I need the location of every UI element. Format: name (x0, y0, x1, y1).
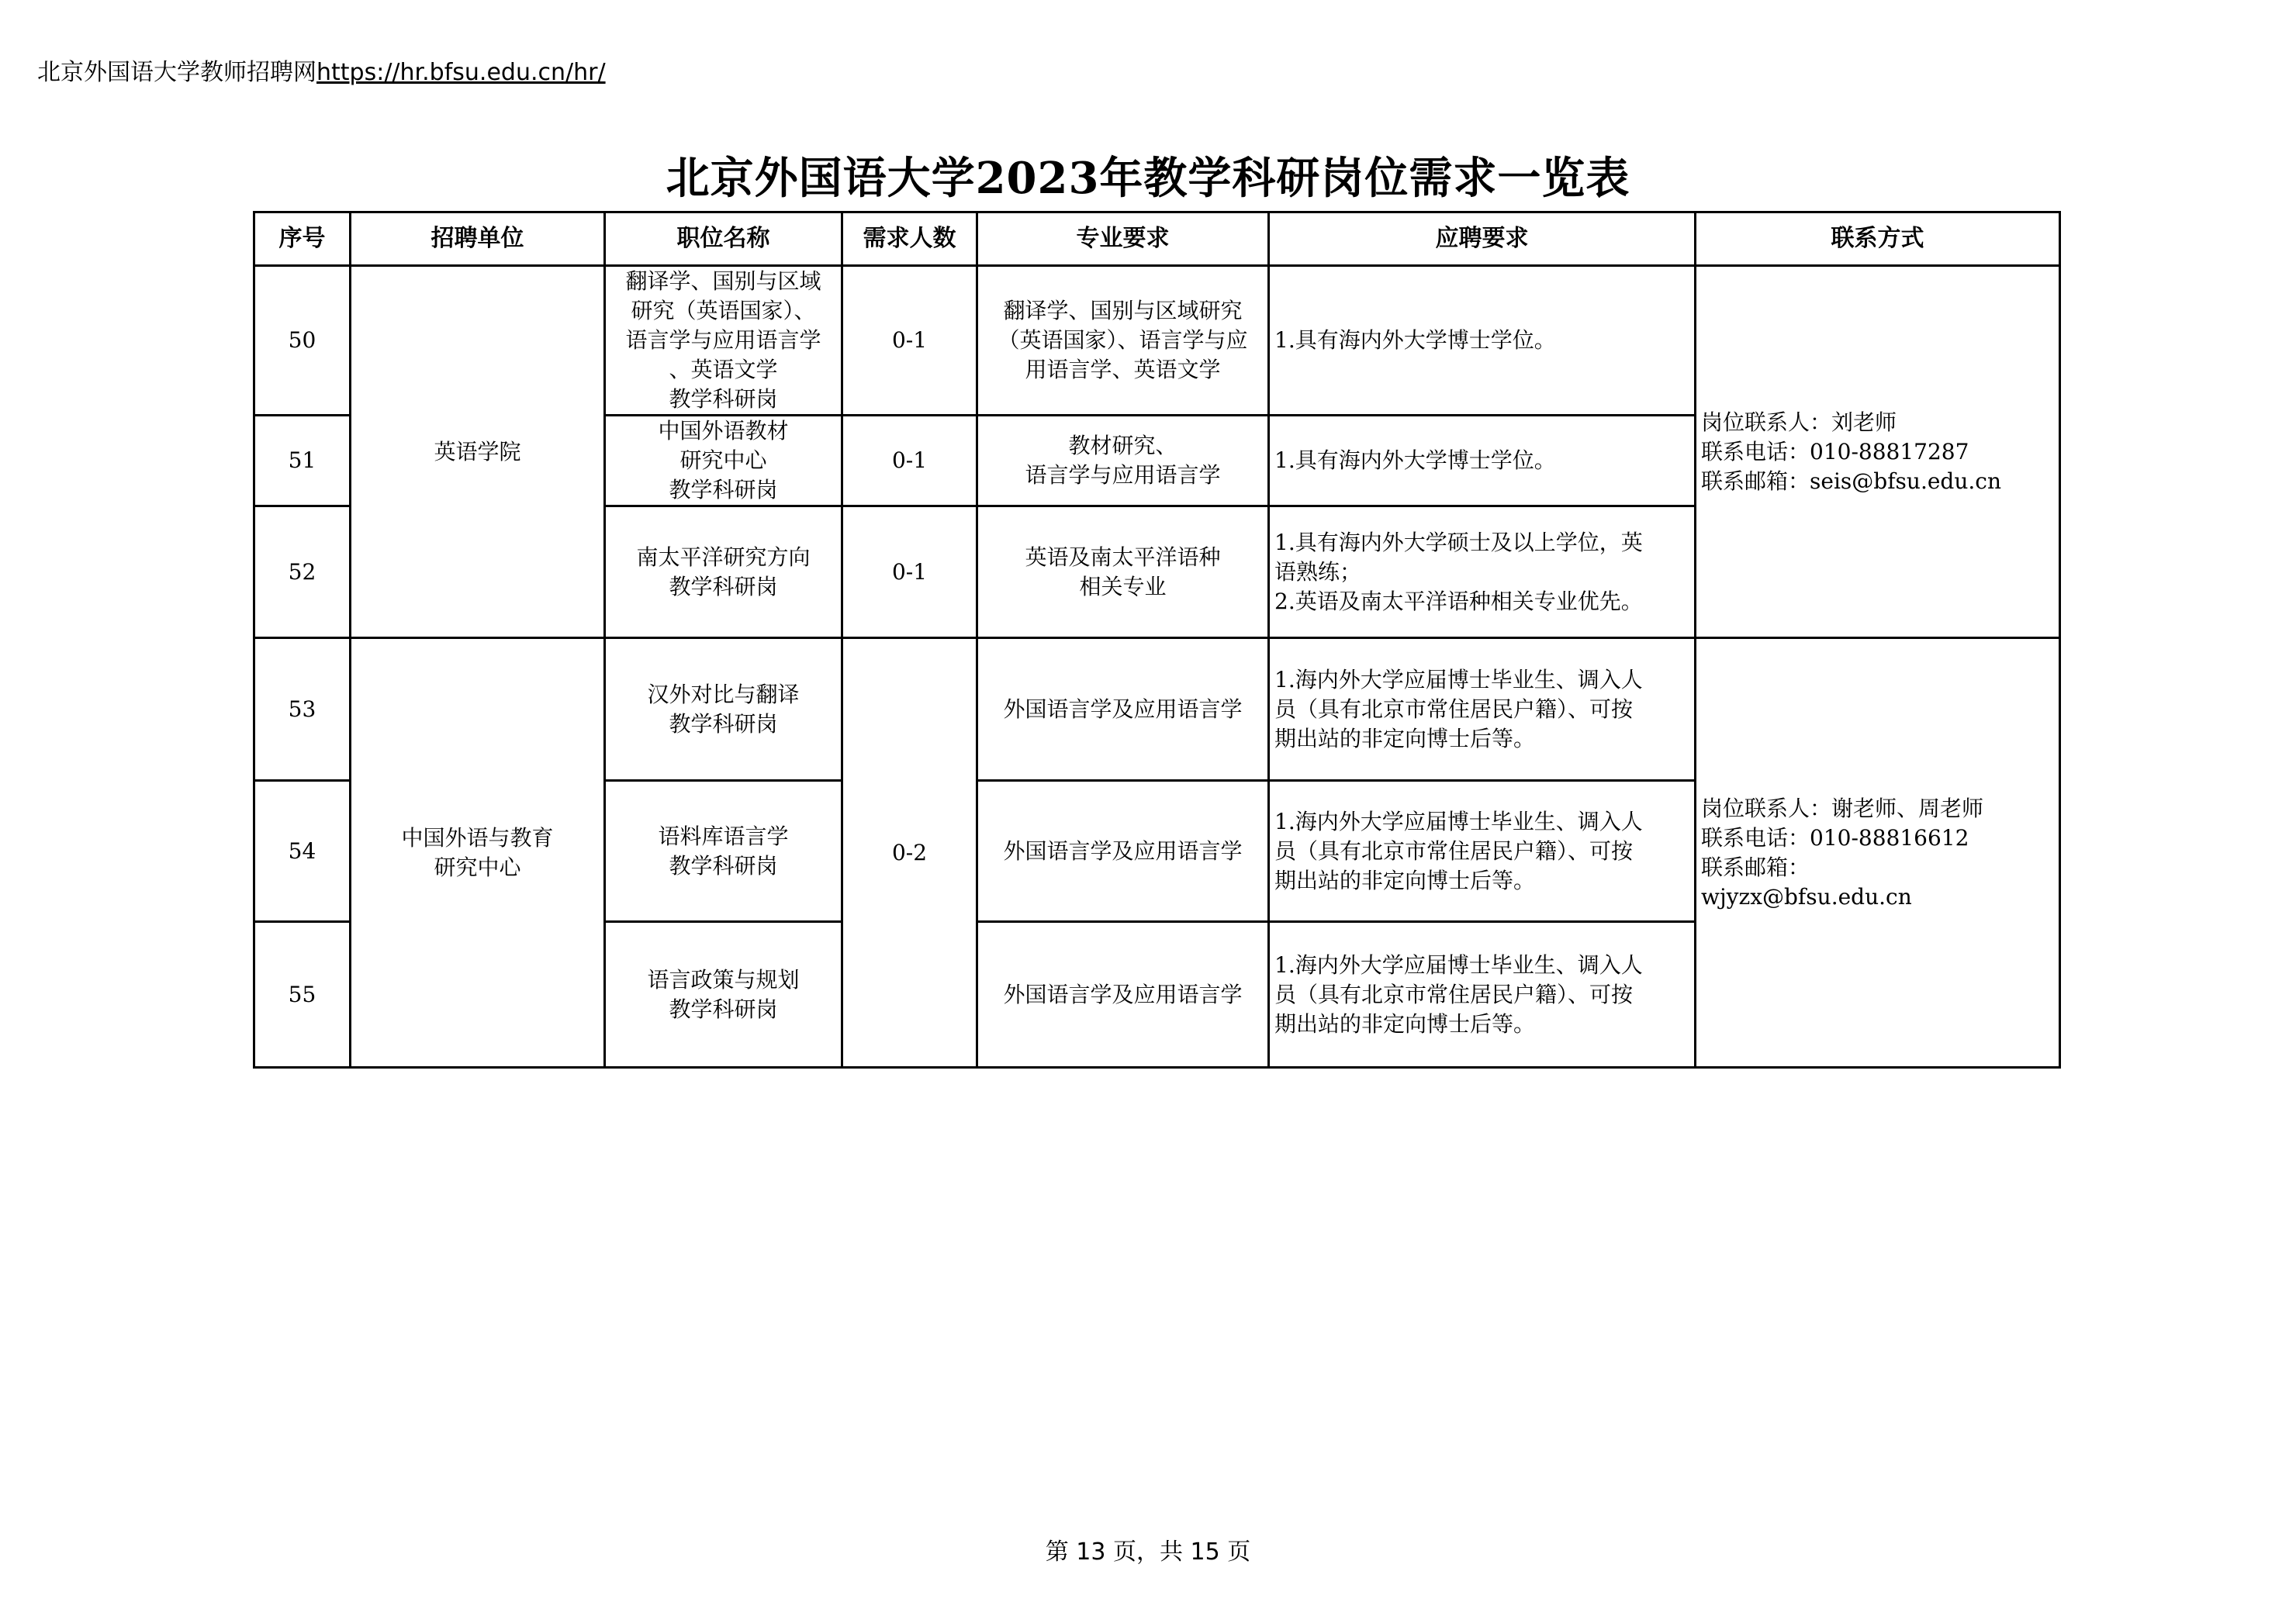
major-requirement: 外国语言学及应用语言学 (977, 781, 1269, 922)
document-title: 北京外国语大学2023年教学科研岗位需求一览表 (666, 153, 1630, 204)
major-requirement: 外国语言学及应用语言学 (977, 922, 1269, 1068)
positions-table (253, 211, 2061, 1069)
position-name: 汉外对比与翻译 教学科研岗 (605, 638, 842, 781)
table-header-row (254, 212, 2060, 266)
column-header-no: 序号 (254, 212, 351, 266)
major-requirement: 英语及南太平洋语种 相关专业 (977, 506, 1269, 638)
position-name: 翻译学、国别与区域 研究（英语国家）、 语言学与应用语言学 、英语文学 教学科研岗 (605, 266, 842, 416)
position-name: 语料库语言学 教学科研岗 (605, 781, 842, 922)
row-number: 51 (254, 416, 351, 506)
headcount: 0-1 (842, 506, 977, 638)
unit-line: 中国外语与教育 (401, 824, 554, 851)
headcount: 0-1 (842, 266, 977, 416)
row-number: 54 (254, 781, 351, 922)
application-requirements: 1.海内外大学应届博士毕业生、调入人 员（具有北京市常住居民户籍）、可按 期出站的非定向博士后等。 (1269, 781, 1696, 922)
application-requirements: 1.具有海内外大学硕士及以上学位，英 语熟练； 2.英语及南太平洋语种相关专业优先。 (1269, 506, 1696, 638)
table-row (254, 638, 2060, 781)
recruiting-unit (351, 266, 605, 638)
page-number: 第 13 页，共 15 页 (1045, 1538, 1251, 1566)
contact-person: 岗位联系人：谢老师、周老师 (1701, 795, 1984, 821)
contact-email[interactable]: 联系邮箱：seis@bfsu.edu.cn (1701, 468, 2001, 494)
contact-phone[interactable]: 联系电话：010-88817287 (1701, 438, 1969, 464)
unit-line: 英语学院 (434, 438, 521, 464)
major-requirement: 教材研究、 语言学与应用语言学 (977, 416, 1269, 506)
table-row (254, 266, 2060, 416)
contact-person: 岗位联系人：刘老师 (1701, 409, 1897, 435)
row-number: 50 (254, 266, 351, 416)
recruiting-unit (351, 638, 605, 1068)
application-requirements: 1.海内外大学应届博士毕业生、调入人 员（具有北京市常住居民户籍）、可按 期出站的非定向博士后等。 (1269, 922, 1696, 1068)
column-header-count: 需求人数 (842, 212, 977, 266)
column-header-contact: 联系方式 (1696, 212, 2060, 266)
contact-email-label: 联系邮箱： (1701, 854, 1810, 880)
column-header-requirements: 应聘要求 (1269, 212, 1696, 266)
major-requirement: 翻译学、国别与区域研究 （英语国家）、语言学与应 用语言学、英语文学 (977, 266, 1269, 416)
contact-email[interactable]: wjyzx@bfsu.edu.cn (1701, 883, 1912, 910)
headcount: 0-1 (842, 416, 977, 506)
column-header-major: 专业要求 (977, 212, 1269, 266)
position-name: 南太平洋研究方向 教学科研岗 (605, 506, 842, 638)
application-requirements: 1.具有海内外大学博士学位。 (1269, 266, 1696, 416)
unit-line: 研究中心 (434, 854, 521, 880)
column-header-position: 职位名称 (605, 212, 842, 266)
row-number: 55 (254, 922, 351, 1068)
headcount: 0-2 (842, 638, 977, 1068)
application-requirements: 1.具有海内外大学博士学位。 (1269, 416, 1696, 506)
column-header-unit: 招聘单位 (351, 212, 605, 266)
position-name: 语言政策与规划 教学科研岗 (605, 922, 842, 1068)
application-requirements: 1.海内外大学应届博士毕业生、调入人 员（具有北京市常住居民户籍）、可按 期出站的非定向博士后等。 (1269, 638, 1696, 781)
position-name: 中国外语教材 研究中心 教学科研岗 (605, 416, 842, 506)
row-number: 52 (254, 506, 351, 638)
contact-phone[interactable]: 联系电话：010-88816612 (1701, 824, 1969, 851)
contact-info (1696, 266, 2060, 638)
site-link[interactable]: https://hr.bfsu.edu.cn/hr/ (316, 59, 606, 86)
contact-info (1696, 638, 2060, 1068)
site-name: 北京外国语大学教师招聘网 (37, 59, 316, 86)
row-number: 53 (254, 638, 351, 781)
major-requirement: 外国语言学及应用语言学 (977, 638, 1269, 781)
page-header (37, 57, 606, 88)
